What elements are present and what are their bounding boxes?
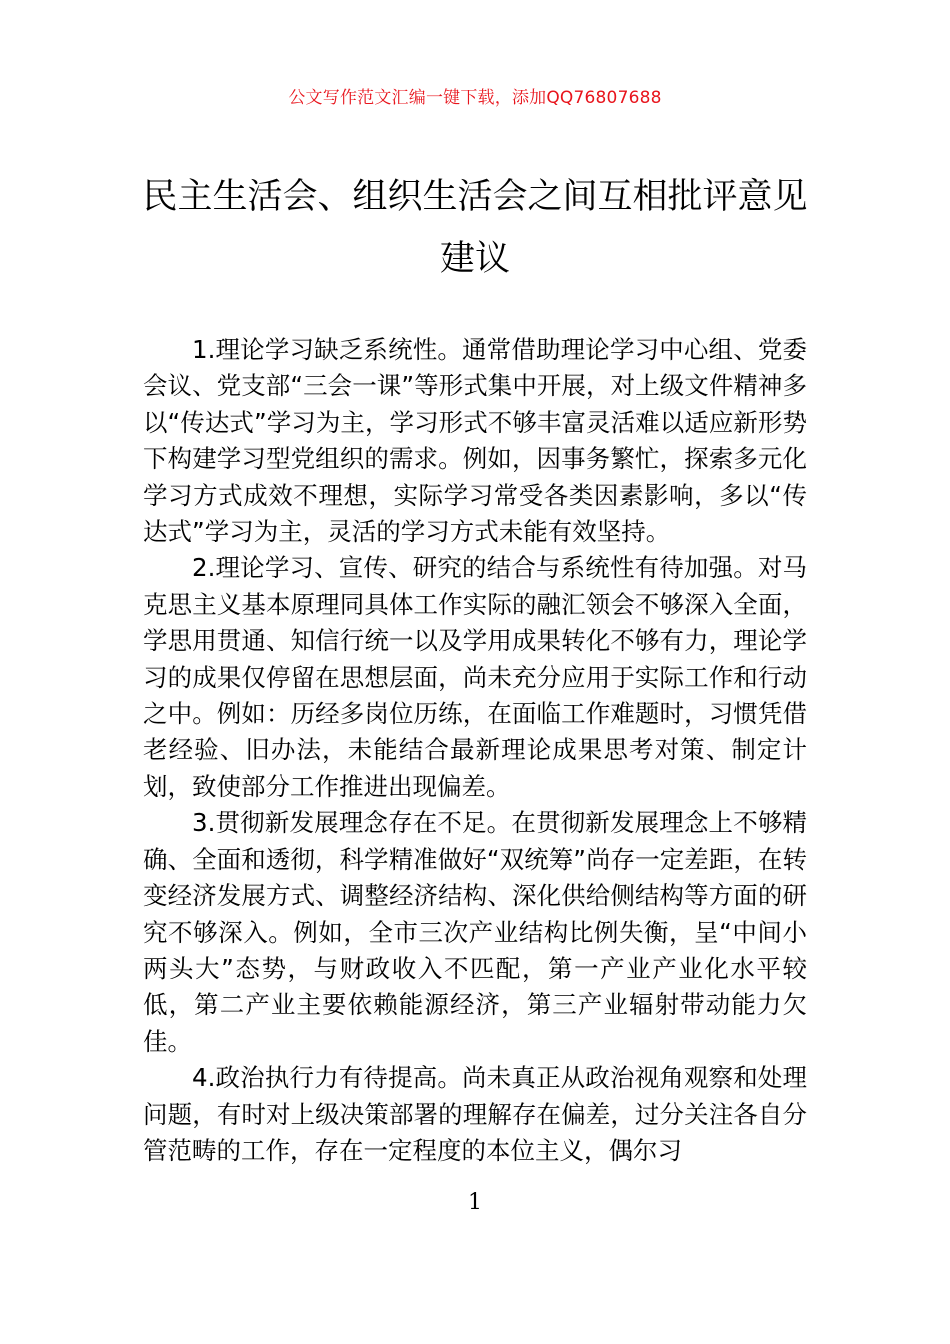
- paragraph-2: 2.理论学习、宣传、研究的结合与系统性有待加强。对马克思主义基本原理同具体工作实际的融汇领会不够深入全面，学思用贯通、知信行统一以及学用成果转化不够有力，理论学习的成果仅停留在思想层面，尚未充分应用于实际工作和行动之中。例如：历经多岗位历练，在面临工作难题时，习惯凭借老经验、旧办法，未能结合最新理论成果思考对策、制定计划，致使部分工作推进出现偏差。: [143, 553, 807, 801]
- header-promo-note: 公文写作范文汇编一键下载，添加QQ76807688: [288, 88, 662, 108]
- paragraph-3: 3.贯彻新发展理念存在不足。在贯彻新发展理念上不够精确、全面和透彻，科学精准做好“双统筹”尚存一定差距，在转变经济发展方式、调整经济结构、深化供给侧结构等方面的研究不够深入。例如，全市三次产业结构比例失衡，呈“中间小两头大”态势，与财政收入不匹配，第一产业产业化水平较低，第二产业主要依赖能源经济，第三产业辐射带动能力欠佳。: [143, 808, 807, 1056]
- paragraph-1: 1.理论学习缺乏系统性。通常借助理论学习中心组、党委会议、党支部“三会一课”等形式集中开展，对上级文件精神多以“传达式”学习为主，学习形式不够丰富灵活难以适应新形势下构建学习型党组织的需求。例如，因事务繁忙，探索多元化学习方式成效不理想，实际学习常受各类因素影响，多以“传达式”学习为主，灵活的学习方式未能有效坚持。: [143, 335, 807, 547]
- paragraph-4: 4.政治执行力有待提高。尚未真正从政治视角观察和处理问题，有时对上级决策部署的理解存在偏差，过分关注各自分管范畴的工作，存在一定程度的本位主义，偶尔习: [143, 1063, 807, 1165]
- document-title: 民主生活会、组织生活会之间互相批评意见建议: [142, 177, 808, 279]
- page-number: 1: [468, 1190, 482, 1215]
- document-body: [143, 332, 807, 1169]
